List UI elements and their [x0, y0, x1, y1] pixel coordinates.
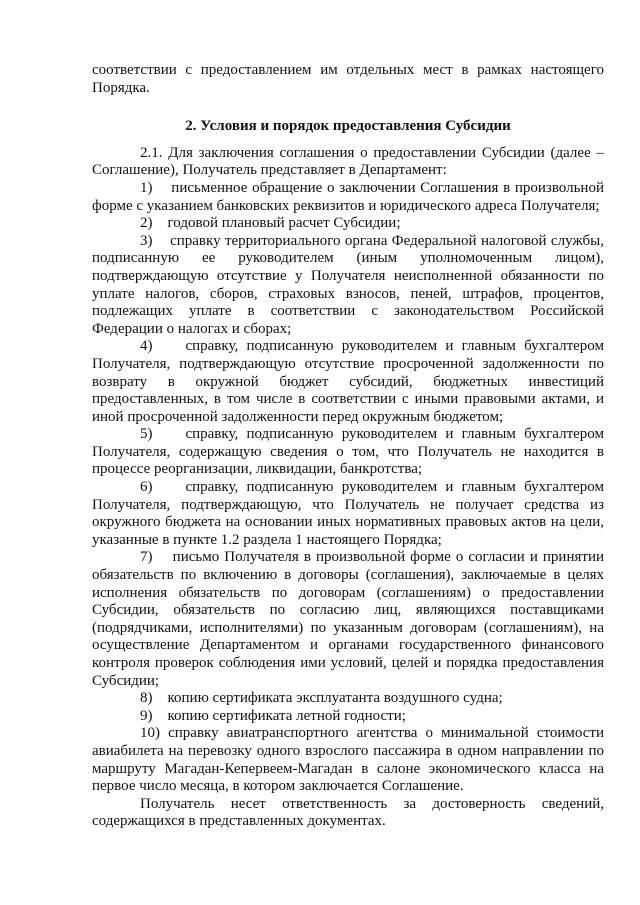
- list-item-5: 5) справку, подписанную руководителем и главным бухгалтером Получателя, содержащую сведения о том, что Получатель не находится в процессе реорганизации, ликвидации, банкротства;: [92, 426, 604, 478]
- paragraph-2-1: 2.1. Для заключения соглашения о предоставлении Субсидии (далее – Соглашение), Получатель представляет в Департамент:: [92, 144, 604, 179]
- document-page: [92, 62, 604, 831]
- list-item-8: 8) копию сертификата эксплуатанта воздушного судна;: [140, 690, 503, 707]
- list-item-4: 4) справку, подписанную руководителем и главным бухгалтером Получателя, подтверждающую отсутствие просроченной задолженности по возврату в окружной бюджет субсидий, бюджетных инвестиций предоставленных, в том числе в соответствии с иными правовыми актами, и иной просроченной задолженности перед окружным бюджетом;: [92, 338, 604, 425]
- list-item-3: 3) справку территориального органа Федеральной налоговой службы, подписанную ее руководителем (иным уполномоченным лицом), подтверждающую отсутствие у Получателя неисполненной обязанности по уплате налогов, сборов, страховых взносов, пеней, штрафов, процентов, подлежащих уплате в соответствии с законодательством Российской Федерации о налогах и сборах;: [92, 232, 604, 337]
- section-heading: 2. Условия и порядок предоставления Субсидии: [185, 118, 511, 135]
- list-item-9: 9) копию сертификата летной годности;: [140, 707, 406, 724]
- list-item-6: 6) справку, подписанную руководителем и главным бухгалтером Получателя, подтверждающую, что Получатель не получает средства из окружного бюджета на основании иных нормативных правовых актов на цели, указанные в пункте 1.2 раздела 1 настоящего Порядка;: [92, 479, 604, 548]
- list-item-1: 1) письменное обращение о заключении Соглашения в произвольной форме с указанием банковских реквизитов и юридического адреса Получателя;: [92, 179, 604, 214]
- list-item-10: 10) справку авиатранспортного агентства о минимальной стоимости авиабилета на перевозку одного взрослого пассажира в одном направлении по маршруту Магадан-Кепервеем-Магадан в салоне экономического класса на первое число месяца, в котором заключается Соглашение.: [92, 725, 604, 795]
- responsibility-paragraph: Получатель несет ответственность за достоверность сведений, содержащихся в представленных документах.: [92, 795, 604, 830]
- list-item-2: 2) годовой плановый расчет Субсидии;: [140, 215, 401, 232]
- lead-paragraph: соответствии с предоставлением им отдельных мест в рамках настоящего Порядка.: [92, 62, 604, 96]
- list-item-7: 7) письмо Получателя в произвольной форме о согласии и принятии обязательств по включению в договоры (соглашения), заключаемые в целях исполнения обязательств по договорам (соглашениям) о предоставлении Субсидии, обязательств по согласию лиц, являющихся поставщиками (подрядчиками, исполнителями) по указанным договорам (соглашениям), на осуществление Департаментом и органами государственного финансового контроля проверок соблюдения ими условий, целей и порядка предоставления Субсидии;: [92, 549, 604, 689]
